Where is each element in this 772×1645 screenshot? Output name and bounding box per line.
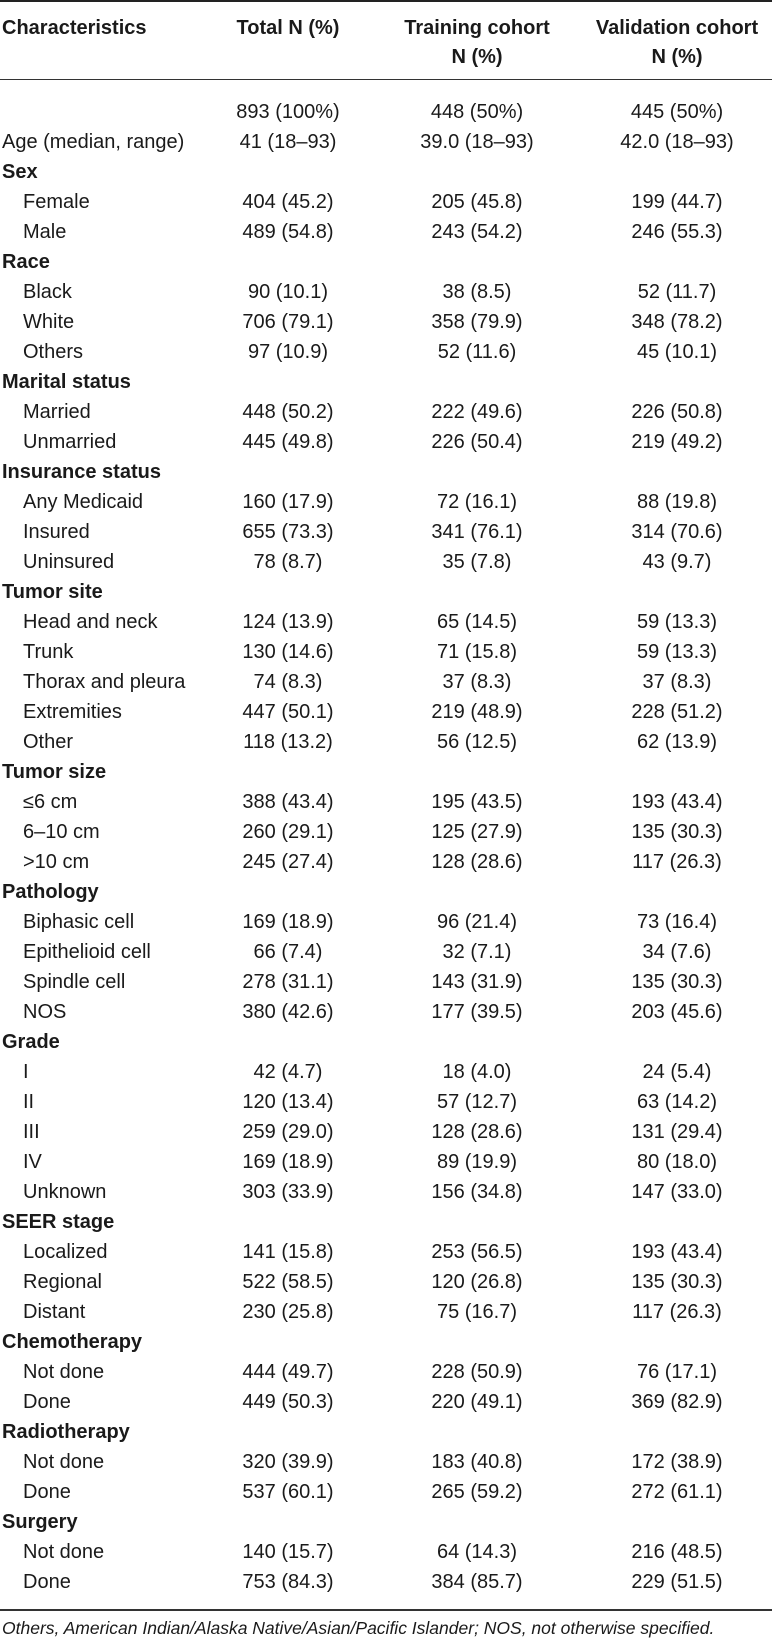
table-row [0, 1087, 772, 1117]
cell-validation: 59 (13.3) [636, 611, 718, 633]
cell-training: 341 (76.1) [431, 521, 523, 543]
cell-total: 124 (13.9) [242, 611, 334, 633]
table-row [0, 607, 772, 637]
cell-validation: 52 (11.7) [637, 281, 717, 303]
header-training-cohort [382, 14, 572, 72]
row-label: Married [23, 401, 91, 423]
cell-training: 37 (8.3) [442, 671, 512, 693]
cell-total: 230 (25.8) [242, 1301, 334, 1323]
cell-validation: 59 (13.3) [636, 641, 718, 663]
table-row [0, 1537, 772, 1567]
cell-validation: 117 (26.3) [632, 851, 722, 873]
table-row [0, 1387, 772, 1417]
category-label: Chemotherapy [2, 1331, 143, 1353]
cell-total: 259 (29.0) [242, 1121, 334, 1143]
cell-total: 42 (4.7) [253, 1061, 323, 1083]
header-training-line1: Training cohort [404, 17, 550, 39]
cell-total: 706 (79.1) [242, 311, 334, 333]
table-row [0, 787, 772, 817]
category-row [0, 367, 772, 397]
cell-training: 71 (15.8) [436, 641, 518, 663]
cell-validation: 88 (19.8) [636, 491, 718, 513]
row-label: Unknown [23, 1181, 107, 1203]
category-label: Radiotherapy [2, 1421, 130, 1443]
table-row [0, 1177, 772, 1207]
table-row [0, 997, 772, 1027]
row-label: Regional [23, 1271, 102, 1293]
cell-validation: 203 (45.6) [631, 1001, 723, 1023]
row-label: Age (median, range) [2, 131, 185, 153]
cell-training: 183 (40.8) [431, 1451, 523, 1473]
table-row [0, 727, 772, 757]
cell-total: 78 (8.7) [253, 551, 323, 573]
category-label: Marital status [2, 371, 131, 393]
category-row [0, 1327, 772, 1357]
cell-training: 128 (28.6) [431, 851, 523, 873]
row-label: Extremities [23, 701, 122, 723]
cell-validation: 76 (17.1) [636, 1361, 718, 1383]
header-validation-cohort [582, 14, 772, 72]
table-row [0, 1567, 772, 1597]
category-label: Tumor size [2, 761, 107, 783]
row-label: Trunk [23, 641, 74, 663]
cell-validation: 314 (70.6) [631, 521, 723, 543]
category-label: Grade [2, 1031, 60, 1053]
cell-training: 35 (7.8) [442, 551, 512, 573]
cell-validation: 228 (51.2) [631, 701, 723, 723]
table-row [0, 1267, 772, 1297]
table-row [0, 907, 772, 937]
cell-validation: 216 (48.5) [631, 1541, 723, 1563]
table-row [0, 1357, 772, 1387]
header-validation-line2: N (%) [651, 46, 703, 68]
cell-validation: 193 (43.4) [631, 791, 723, 813]
table-row [0, 1117, 772, 1147]
cell-training: 128 (28.6) [431, 1121, 523, 1143]
cell-training: 125 (27.9) [431, 821, 523, 843]
cell-training: 18 (4.0) [442, 1061, 512, 1083]
row-label: ≤6 cm [23, 791, 78, 813]
table-footnote: Others, American Indian/Alaska Native/Asian/Pacific Islander; NOS, not otherwise specified. [2, 1618, 715, 1638]
cell-training: 39.0 (18–93) [420, 131, 534, 153]
cell-total: 753 (84.3) [242, 1571, 334, 1593]
cell-training: 156 (34.8) [431, 1181, 523, 1203]
cell-total: 404 (45.2) [242, 191, 334, 213]
bottom-rule [0, 1609, 772, 1611]
cell-total: 169 (18.9) [242, 911, 334, 933]
row-label: Done [23, 1571, 71, 1593]
category-row [0, 1207, 772, 1237]
row-label: Others [23, 341, 84, 363]
cell-total: 41 (18–93) [239, 131, 337, 153]
category-row [0, 457, 772, 487]
cell-validation: 43 (9.7) [642, 551, 712, 573]
cell-training: 52 (11.6) [437, 341, 517, 363]
category-row [0, 757, 772, 787]
cell-total: 388 (43.4) [242, 791, 334, 813]
row-label: Done [23, 1391, 71, 1413]
cell-validation: 62 (13.9) [636, 731, 718, 753]
row-label: Female [23, 191, 90, 213]
cell-total: 522 (58.5) [242, 1271, 334, 1293]
cell-validation: 63 (14.2) [636, 1091, 718, 1113]
top-rule [0, 0, 772, 2]
cell-training: 64 (14.3) [436, 1541, 518, 1563]
cell-validation: 24 (5.4) [642, 1061, 712, 1083]
row-label: Unmarried [23, 431, 117, 453]
category-label: SEER stage [2, 1211, 115, 1233]
row-label: White [23, 311, 75, 333]
row-label: Spindle cell [23, 971, 126, 993]
cell-training: 228 (50.9) [431, 1361, 523, 1383]
table-row [0, 937, 772, 967]
category-label: Tumor site [2, 581, 103, 603]
row-label: I [23, 1061, 29, 1083]
cell-total: 448 (50.2) [242, 401, 334, 423]
cell-total: 74 (8.3) [253, 671, 323, 693]
table-body [0, 97, 772, 1597]
cell-total: 169 (18.9) [242, 1151, 334, 1173]
header-validation-line1: Validation cohort [595, 17, 759, 39]
table-row [0, 667, 772, 697]
cell-validation: 369 (82.9) [631, 1391, 723, 1413]
table-row [0, 217, 772, 247]
cell-training: 65 (14.5) [436, 611, 518, 633]
table-row [0, 97, 772, 127]
cell-training: 219 (48.9) [431, 701, 523, 723]
cell-training: 226 (50.4) [431, 431, 523, 453]
table-row [0, 337, 772, 367]
category-row [0, 247, 772, 277]
table-row [0, 427, 772, 457]
cell-validation: 147 (33.0) [631, 1181, 723, 1203]
table-row [0, 847, 772, 877]
cell-total: 893 (100%) [236, 101, 340, 123]
cell-validation: 117 (26.3) [632, 1301, 722, 1323]
cell-validation: 229 (51.5) [631, 1571, 723, 1593]
table-row [0, 187, 772, 217]
cell-total: 66 (7.4) [253, 941, 323, 963]
row-label: Epithelioid cell [23, 941, 151, 963]
row-label: Localized [23, 1241, 108, 1263]
cell-total: 120 (13.4) [242, 1091, 334, 1113]
cell-training: 56 (12.5) [436, 731, 518, 753]
cell-training: 177 (39.5) [431, 1001, 523, 1023]
row-label: Thorax and pleura [23, 671, 186, 693]
cell-training: 57 (12.7) [436, 1091, 518, 1113]
category-row [0, 1027, 772, 1057]
table-row [0, 307, 772, 337]
cell-validation: 42.0 (18–93) [620, 131, 734, 153]
cell-training: 32 (7.1) [442, 941, 512, 963]
cell-total: 90 (10.1) [247, 281, 329, 303]
cell-total: 655 (73.3) [242, 521, 334, 543]
category-label: Insurance status [2, 461, 161, 483]
table-row [0, 397, 772, 427]
category-row [0, 1507, 772, 1537]
row-label: Any Medicaid [23, 491, 144, 513]
table-row [0, 1057, 772, 1087]
cell-validation: 131 (29.4) [631, 1121, 723, 1143]
cell-training: 120 (26.8) [431, 1271, 523, 1293]
cell-training: 448 (50%) [430, 101, 524, 123]
cell-validation: 135 (30.3) [631, 821, 723, 843]
cell-validation: 37 (8.3) [642, 671, 712, 693]
row-label: Black [23, 281, 72, 303]
row-label: Male [23, 221, 67, 243]
cell-total: 303 (33.9) [242, 1181, 334, 1203]
cell-validation: 34 (7.6) [642, 941, 712, 963]
header-characteristics: Characteristics [2, 17, 147, 39]
row-label: Other [23, 731, 74, 753]
cell-validation: 272 (61.1) [631, 1481, 723, 1503]
table-row [0, 1447, 772, 1477]
row-label: Not done [23, 1541, 105, 1563]
row-label: Insured [23, 521, 90, 543]
cell-training: 253 (56.5) [431, 1241, 523, 1263]
cell-training: 243 (54.2) [431, 221, 523, 243]
row-label: Not done [23, 1451, 105, 1473]
cell-training: 38 (8.5) [442, 281, 512, 303]
cell-validation: 172 (38.9) [631, 1451, 723, 1473]
cell-validation: 45 (10.1) [636, 341, 718, 363]
cell-training: 89 (19.9) [436, 1151, 518, 1173]
cell-training: 96 (21.4) [436, 911, 518, 933]
row-label: Not done [23, 1361, 105, 1383]
cell-validation: 73 (16.4) [636, 911, 718, 933]
category-label: Surgery [2, 1511, 78, 1533]
cell-total: 130 (14.6) [242, 641, 334, 663]
table-row [0, 967, 772, 997]
row-label: III [23, 1121, 40, 1143]
row-label: Done [23, 1481, 71, 1503]
category-row [0, 157, 772, 187]
table-row [0, 547, 772, 577]
table-row [0, 1237, 772, 1267]
row-label: 6–10 cm [23, 821, 100, 843]
cell-training: 384 (85.7) [431, 1571, 523, 1593]
cell-total: 278 (31.1) [242, 971, 334, 993]
cell-total: 160 (17.9) [242, 491, 334, 513]
cell-total: 260 (29.1) [242, 821, 334, 843]
cell-validation: 199 (44.7) [631, 191, 723, 213]
header-training-line2: N (%) [451, 46, 503, 68]
table-row [0, 127, 772, 157]
row-label: Distant [23, 1301, 86, 1323]
cell-total: 140 (15.7) [242, 1541, 334, 1563]
category-row [0, 577, 772, 607]
cell-validation: 246 (55.3) [631, 221, 723, 243]
table-row [0, 637, 772, 667]
header-total: Total N (%) [236, 17, 340, 39]
cell-validation: 226 (50.8) [631, 401, 723, 423]
cell-validation: 445 (50%) [630, 101, 724, 123]
category-label: Sex [2, 161, 38, 183]
cell-training: 220 (49.1) [431, 1391, 523, 1413]
cell-training: 358 (79.9) [431, 311, 523, 333]
category-row [0, 1417, 772, 1447]
cell-training: 143 (31.9) [431, 971, 523, 993]
table-row [0, 697, 772, 727]
table-row [0, 1297, 772, 1327]
table-row [0, 517, 772, 547]
cell-total: 380 (42.6) [242, 1001, 334, 1023]
cell-total: 97 (10.9) [247, 341, 329, 363]
cell-total: 245 (27.4) [242, 851, 334, 873]
cell-total: 449 (50.3) [242, 1391, 334, 1413]
row-label: Uninsured [23, 551, 115, 573]
cell-training: 205 (45.8) [431, 191, 523, 213]
cell-validation: 193 (43.4) [631, 1241, 723, 1263]
row-label: NOS [23, 1001, 67, 1023]
row-label: IV [23, 1151, 42, 1173]
category-row [0, 877, 772, 907]
category-label: Race [2, 251, 50, 273]
cell-total: 447 (50.1) [242, 701, 334, 723]
table-row [0, 277, 772, 307]
cell-total: 489 (54.8) [242, 221, 334, 243]
cell-validation: 135 (30.3) [631, 1271, 723, 1293]
cell-validation: 80 (18.0) [636, 1151, 718, 1173]
cell-total: 444 (49.7) [242, 1361, 334, 1383]
cell-total: 118 (13.2) [243, 731, 333, 753]
category-label: Pathology [2, 881, 99, 903]
cell-training: 222 (49.6) [431, 401, 523, 423]
table-row [0, 487, 772, 517]
cell-validation: 135 (30.3) [631, 971, 723, 993]
cell-training: 75 (16.7) [436, 1301, 518, 1323]
row-label: Biphasic cell [23, 911, 135, 933]
table-row [0, 1477, 772, 1507]
row-label: >10 cm [23, 851, 90, 873]
cell-training: 195 (43.5) [431, 791, 523, 813]
cell-training: 265 (59.2) [431, 1481, 523, 1503]
row-label: II [23, 1091, 35, 1113]
row-label: Head and neck [23, 611, 158, 633]
cell-total: 537 (60.1) [242, 1481, 334, 1503]
cell-validation: 348 (78.2) [631, 311, 723, 333]
cell-total: 141 (15.8) [242, 1241, 334, 1263]
table-row [0, 1147, 772, 1177]
cell-validation: 219 (49.2) [631, 431, 723, 453]
cell-total: 445 (49.8) [242, 431, 334, 453]
cell-training: 72 (16.1) [436, 491, 518, 513]
cell-total: 320 (39.9) [242, 1451, 334, 1473]
table-row [0, 817, 772, 847]
header-rule [0, 79, 772, 80]
